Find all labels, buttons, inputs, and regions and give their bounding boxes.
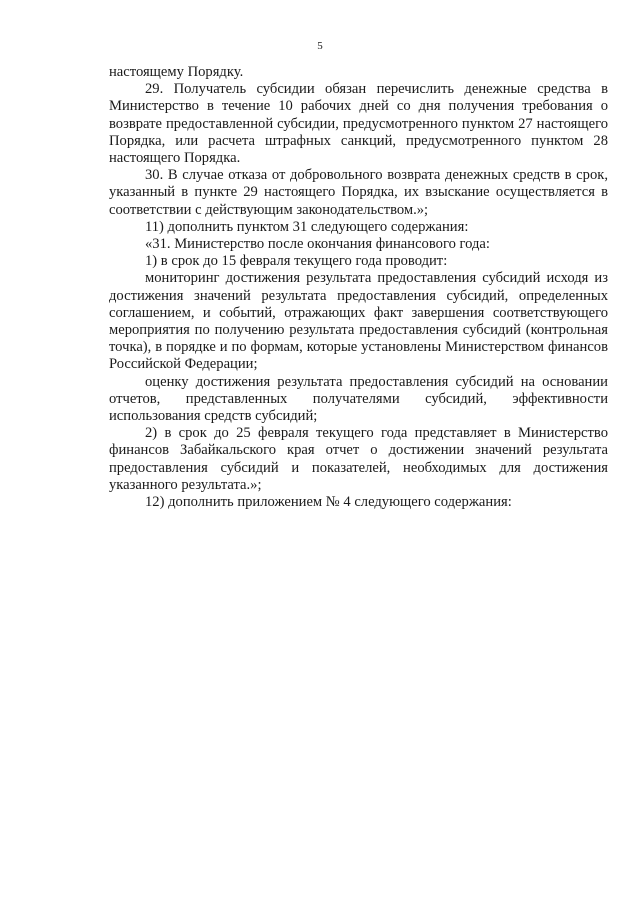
paragraph: оценку достижения результата предоставления субсидий на основании отчетов, представленных получателями субсидий, эффективности использования средств субсидий;: [109, 373, 608, 425]
document-body: [109, 64, 608, 511]
paragraph: «31. Министерство после окончания финансового года:: [145, 236, 490, 253]
paragraph: настоящему Порядку.: [109, 64, 244, 80]
paragraph: 11) дополнить пунктом 31 следующего содержания:: [145, 218, 469, 235]
paragraph: 30. В случае отказа от добровольного возврата денежных средств в срок, указанный в пункте 29 настоящего Порядка, их взыскание осуществляется в соответствии с действующим законодательством.»;: [109, 167, 608, 218]
paragraph: 12) дополнить приложением № 4 следующего содержания:: [145, 494, 512, 511]
paragraph: мониторинг достижения результата предоставления субсидий исходя из достижения значений результата предоставления субсидий, определенных соглашением, и событий, отражающих факт завершения соответствующего мероприятия по получению результата предоставления субсидий (контрольная точка), в порядке и по формам, которые установлены Министерством финансов Российской Федерации;: [109, 270, 608, 373]
page-number: 5: [317, 40, 323, 52]
paragraph: 1) в срок до 15 февраля текущего года проводит:: [145, 253, 448, 270]
paragraph: 2) в срок до 25 февраля текущего года представляет в Министерство финансов Забайкальского края отчет о достижении значений результата предоставления субсидий и показателей, необходимых для достижения указанного результата.»;: [109, 425, 608, 493]
paragraph: 29. Получатель субсидии обязан перечислить денежные средства в Министерство в течение 10 рабочих дней со дня получения требования о возврате предоставленной субсидии, предусмотренного пунктом 27 настоящего Порядка, или расчета штрафных санкций, предусмотренного пунктом 28 настоящего Порядка.: [109, 81, 608, 167]
